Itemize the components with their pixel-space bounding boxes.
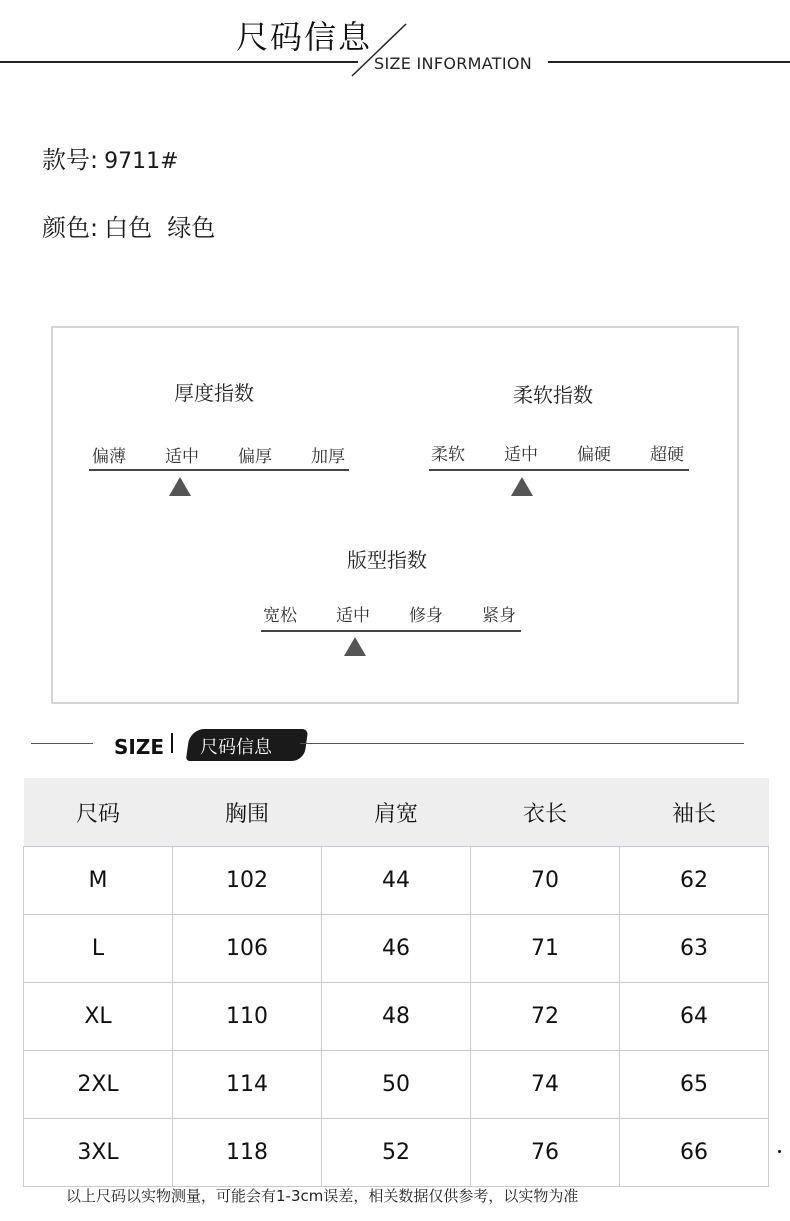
table-row — [24, 915, 769, 983]
softness-option: 偏硬 — [577, 445, 611, 465]
table-cell: 118 — [173, 1119, 322, 1187]
page-title: 尺码信息 — [236, 18, 373, 56]
softness-index-line — [429, 469, 689, 471]
column-header: 胸围 — [173, 778, 322, 847]
table-cell: 114 — [173, 1051, 322, 1119]
table-cell: 50 — [322, 1051, 471, 1119]
softness-marker-icon — [511, 477, 533, 496]
table-cell: 106 — [173, 915, 322, 983]
column-header: 衣长 — [471, 778, 620, 847]
color-values: 白色 绿色 — [104, 214, 216, 242]
table-cell: 110 — [173, 983, 322, 1051]
table-header-row — [24, 778, 769, 847]
fit-option: 宽松 — [263, 606, 297, 626]
table-cell: 48 — [322, 983, 471, 1051]
thickness-option: 偏薄 — [92, 447, 126, 467]
size-banner-line-left — [31, 743, 93, 744]
color-row — [42, 208, 215, 243]
fit-index-options — [263, 601, 555, 626]
size-banner-label: 尺码信息 — [200, 737, 272, 758]
table-cell: 62 — [620, 847, 769, 915]
table-cell: XL — [24, 983, 173, 1051]
table-cell: 70 — [471, 847, 620, 915]
column-header: 尺码 — [24, 778, 173, 847]
table-row — [24, 847, 769, 915]
table-cell: 66 — [620, 1119, 769, 1187]
header-divider-right — [548, 61, 790, 63]
fit-index-title: 版型指数 — [347, 548, 427, 572]
table-cell: 64 — [620, 983, 769, 1051]
thickness-marker-icon — [169, 477, 191, 496]
size-banner-separator — [171, 733, 173, 753]
style-number-row — [42, 140, 179, 175]
column-header: 袖长 — [620, 778, 769, 847]
fit-option: 紧身 — [482, 606, 516, 626]
table-cell: 3XL — [24, 1119, 173, 1187]
table-cell: 102 — [173, 847, 322, 915]
size-banner-word: SIZE — [114, 735, 165, 759]
measurement-note: 以上尺码以实物测量，可能会有1-3cm误差，相关数据仅供参考，以实物为准 — [66, 1187, 579, 1205]
table-cell: M — [24, 847, 173, 915]
table-cell: 44 — [322, 847, 471, 915]
table-row — [24, 1051, 769, 1119]
softness-option: 适中 — [504, 445, 538, 465]
fabric-index-panel — [51, 326, 739, 704]
table-cell: 46 — [322, 915, 471, 983]
style-number-value: 9711# — [104, 149, 179, 174]
table-row — [24, 983, 769, 1051]
table-cell: 71 — [471, 915, 620, 983]
table-cell: 72 — [471, 983, 620, 1051]
thickness-option: 偏厚 — [238, 447, 272, 467]
thickness-index-line — [89, 469, 349, 471]
color-label: 颜色: — [42, 214, 99, 242]
table-cell: 52 — [322, 1119, 471, 1187]
table-cell: 74 — [471, 1051, 620, 1119]
page-subtitle: SIZE INFORMATION — [374, 54, 532, 73]
style-number-label: 款号: — [42, 146, 99, 174]
softness-index-options — [431, 440, 723, 465]
softness-option: 柔软 — [431, 445, 465, 465]
table-cell: 65 — [620, 1051, 769, 1119]
softness-option: 超硬 — [650, 445, 684, 465]
header-divider-left — [0, 61, 358, 63]
fit-marker-icon — [344, 637, 366, 656]
table-row — [24, 1119, 769, 1187]
table-cell: 76 — [471, 1119, 620, 1187]
thickness-index-options — [92, 442, 384, 467]
fit-index-line — [261, 630, 521, 632]
softness-index-title: 柔软指数 — [513, 383, 593, 407]
thickness-option: 适中 — [165, 447, 199, 467]
thickness-index-title: 厚度指数 — [174, 381, 254, 405]
fit-option: 适中 — [336, 606, 370, 626]
fit-option: 修身 — [409, 606, 443, 626]
stray-dot — [778, 1150, 781, 1153]
thickness-option: 加厚 — [311, 447, 345, 467]
size-banner-line-right — [300, 743, 744, 744]
table-cell: 2XL — [24, 1051, 173, 1119]
table-cell: 63 — [620, 915, 769, 983]
size-table — [23, 778, 769, 1187]
column-header: 肩宽 — [322, 778, 471, 847]
table-cell: L — [24, 915, 173, 983]
